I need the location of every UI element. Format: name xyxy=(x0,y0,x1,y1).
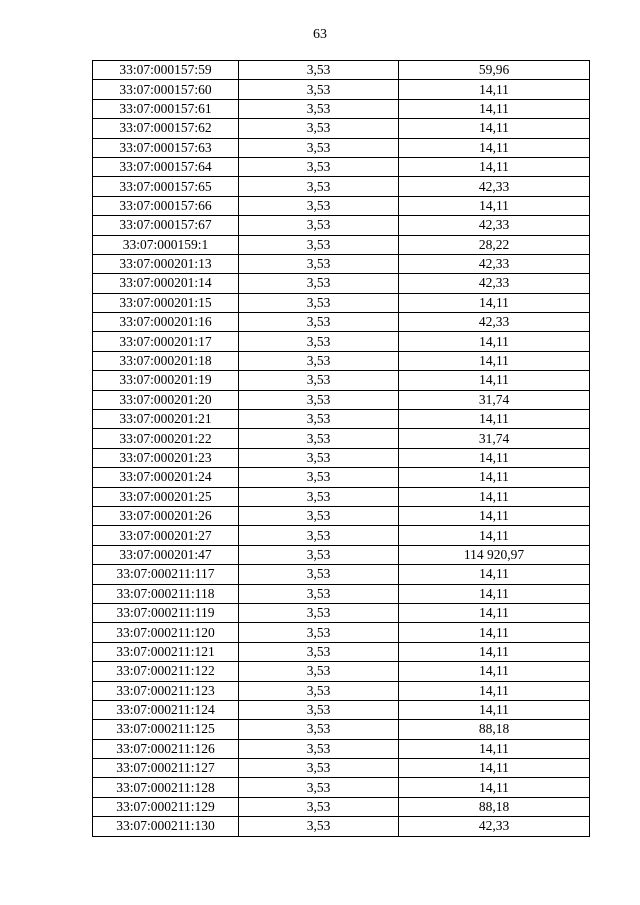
cadastral-number-cell: 33:07:000157:66 xyxy=(93,196,239,215)
rate-cell: 3,53 xyxy=(239,739,399,758)
amount-cell: 14,11 xyxy=(399,119,590,138)
amount-cell: 14,11 xyxy=(399,468,590,487)
table-row xyxy=(93,584,590,603)
rate-cell: 3,53 xyxy=(239,565,399,584)
cadastral-number-cell: 33:07:000211:129 xyxy=(93,797,239,816)
amount-cell: 14,11 xyxy=(399,157,590,176)
cadastral-number-cell: 33:07:000157:65 xyxy=(93,177,239,196)
cadastral-number-cell: 33:07:000211:122 xyxy=(93,662,239,681)
rate-cell: 3,53 xyxy=(239,681,399,700)
table-row xyxy=(93,254,590,273)
cadastral-number-cell: 33:07:000201:26 xyxy=(93,506,239,525)
amount-cell: 14,11 xyxy=(399,603,590,622)
cadastral-number-cell: 33:07:000201:19 xyxy=(93,371,239,390)
rate-cell: 3,53 xyxy=(239,487,399,506)
amount-cell: 14,11 xyxy=(399,138,590,157)
table-row xyxy=(93,700,590,719)
cadastral-number-cell: 33:07:000157:63 xyxy=(93,138,239,157)
amount-cell: 14,11 xyxy=(399,623,590,642)
amount-cell: 14,11 xyxy=(399,351,590,370)
table-row xyxy=(93,720,590,739)
table-row xyxy=(93,410,590,429)
cadastral-number-cell: 33:07:000201:18 xyxy=(93,351,239,370)
cadastral-number-cell: 33:07:000211:119 xyxy=(93,603,239,622)
rate-cell: 3,53 xyxy=(239,177,399,196)
table-row xyxy=(93,235,590,254)
rate-cell: 3,53 xyxy=(239,119,399,138)
cadastral-number-cell: 33:07:000157:64 xyxy=(93,157,239,176)
rate-cell: 3,53 xyxy=(239,61,399,80)
amount-cell: 14,11 xyxy=(399,371,590,390)
table-row xyxy=(93,448,590,467)
amount-cell: 14,11 xyxy=(399,584,590,603)
rate-cell: 3,53 xyxy=(239,506,399,525)
rate-cell: 3,53 xyxy=(239,603,399,622)
amount-cell: 42,33 xyxy=(399,313,590,332)
rate-cell: 3,53 xyxy=(239,662,399,681)
table-row xyxy=(93,119,590,138)
amount-cell: 42,33 xyxy=(399,817,590,836)
rate-cell: 3,53 xyxy=(239,545,399,564)
rate-cell: 3,53 xyxy=(239,390,399,409)
amount-cell: 31,74 xyxy=(399,390,590,409)
table-row xyxy=(93,99,590,118)
table-row xyxy=(93,429,590,448)
table-row xyxy=(93,662,590,681)
amount-cell: 14,11 xyxy=(399,487,590,506)
amount-cell: 42,33 xyxy=(399,274,590,293)
table-row xyxy=(93,293,590,312)
cadastral-number-cell: 33:07:000211:127 xyxy=(93,759,239,778)
cadastral-number-cell: 33:07:000201:13 xyxy=(93,254,239,273)
table-row xyxy=(93,138,590,157)
cadastral-number-cell: 33:07:000201:24 xyxy=(93,468,239,487)
cadastral-number-cell: 33:07:000201:21 xyxy=(93,410,239,429)
cadastral-number-cell: 33:07:000211:126 xyxy=(93,739,239,758)
table-row xyxy=(93,332,590,351)
cadastral-number-cell: 33:07:000201:17 xyxy=(93,332,239,351)
amount-cell: 14,11 xyxy=(399,332,590,351)
table-row xyxy=(93,545,590,564)
cadastral-number-cell: 33:07:000157:62 xyxy=(93,119,239,138)
rate-cell: 3,53 xyxy=(239,623,399,642)
amount-cell: 42,33 xyxy=(399,216,590,235)
amount-cell: 14,11 xyxy=(399,196,590,215)
rate-cell: 3,53 xyxy=(239,448,399,467)
cadastral-number-cell: 33:07:000159:1 xyxy=(93,235,239,254)
cadastral-number-cell: 33:07:000211:121 xyxy=(93,642,239,661)
cadastral-number-cell: 33:07:000211:118 xyxy=(93,584,239,603)
table-row xyxy=(93,487,590,506)
cadastral-number-cell: 33:07:000201:27 xyxy=(93,526,239,545)
rate-cell: 3,53 xyxy=(239,351,399,370)
amount-cell: 14,11 xyxy=(399,642,590,661)
table-row xyxy=(93,526,590,545)
table-row xyxy=(93,351,590,370)
cadastral-number-cell: 33:07:000201:25 xyxy=(93,487,239,506)
cadastral-number-cell: 33:07:000201:22 xyxy=(93,429,239,448)
rate-cell: 3,53 xyxy=(239,429,399,448)
amount-cell: 14,11 xyxy=(399,99,590,118)
cadastral-number-cell: 33:07:000211:128 xyxy=(93,778,239,797)
amount-cell: 14,11 xyxy=(399,739,590,758)
rate-cell: 3,53 xyxy=(239,313,399,332)
cadastral-number-cell: 33:07:000201:47 xyxy=(93,545,239,564)
table-row xyxy=(93,371,590,390)
rate-cell: 3,53 xyxy=(239,274,399,293)
amount-cell: 42,33 xyxy=(399,254,590,273)
amount-cell: 14,11 xyxy=(399,506,590,525)
cadastral-number-cell: 33:07:000211:125 xyxy=(93,720,239,739)
cadastral-number-cell: 33:07:000201:14 xyxy=(93,274,239,293)
table-row xyxy=(93,817,590,836)
table-row xyxy=(93,313,590,332)
rate-cell: 3,53 xyxy=(239,410,399,429)
cadastral-number-cell: 33:07:000201:20 xyxy=(93,390,239,409)
cadastral-number-cell: 33:07:000201:23 xyxy=(93,448,239,467)
rate-cell: 3,53 xyxy=(239,371,399,390)
rate-cell: 3,53 xyxy=(239,196,399,215)
table-row xyxy=(93,80,590,99)
table-row xyxy=(93,681,590,700)
rate-cell: 3,53 xyxy=(239,759,399,778)
rate-cell: 3,53 xyxy=(239,80,399,99)
page-number: 63 xyxy=(313,27,327,42)
amount-cell: 14,11 xyxy=(399,662,590,681)
rate-cell: 3,53 xyxy=(239,293,399,312)
amount-cell: 14,11 xyxy=(399,80,590,99)
amount-cell: 14,11 xyxy=(399,778,590,797)
rate-cell: 3,53 xyxy=(239,468,399,487)
cadastral-number-cell: 33:07:000157:60 xyxy=(93,80,239,99)
cadastral-number-cell: 33:07:000157:67 xyxy=(93,216,239,235)
amount-cell: 88,18 xyxy=(399,797,590,816)
table-row xyxy=(93,642,590,661)
table-row xyxy=(93,390,590,409)
table-row xyxy=(93,196,590,215)
table-row xyxy=(93,778,590,797)
data-table xyxy=(92,60,590,837)
amount-cell: 14,11 xyxy=(399,526,590,545)
table-row xyxy=(93,759,590,778)
cadastral-number-cell: 33:07:000201:15 xyxy=(93,293,239,312)
cadastral-number-cell: 33:07:000157:61 xyxy=(93,99,239,118)
table-row xyxy=(93,623,590,642)
amount-cell: 14,11 xyxy=(399,410,590,429)
cadastral-number-cell: 33:07:000157:59 xyxy=(93,61,239,80)
rate-cell: 3,53 xyxy=(239,817,399,836)
table-row xyxy=(93,157,590,176)
cadastral-number-cell: 33:07:000201:16 xyxy=(93,313,239,332)
amount-cell: 14,11 xyxy=(399,448,590,467)
table-row xyxy=(93,506,590,525)
amount-cell: 114 920,97 xyxy=(399,545,590,564)
amount-cell: 14,11 xyxy=(399,681,590,700)
table-row xyxy=(93,61,590,80)
amount-cell: 59,96 xyxy=(399,61,590,80)
rate-cell: 3,53 xyxy=(239,99,399,118)
table-row xyxy=(93,603,590,622)
cadastral-number-cell: 33:07:000211:124 xyxy=(93,700,239,719)
table-row xyxy=(93,177,590,196)
rate-cell: 3,53 xyxy=(239,778,399,797)
cadastral-number-cell: 33:07:000211:123 xyxy=(93,681,239,700)
amount-cell: 42,33 xyxy=(399,177,590,196)
table-row xyxy=(93,468,590,487)
rate-cell: 3,53 xyxy=(239,332,399,351)
cadastral-number-cell: 33:07:000211:117 xyxy=(93,565,239,584)
rate-cell: 3,53 xyxy=(239,584,399,603)
amount-cell: 14,11 xyxy=(399,700,590,719)
rate-cell: 3,53 xyxy=(239,216,399,235)
rate-cell: 3,53 xyxy=(239,797,399,816)
amount-cell: 28,22 xyxy=(399,235,590,254)
rate-cell: 3,53 xyxy=(239,700,399,719)
rate-cell: 3,53 xyxy=(239,254,399,273)
rate-cell: 3,53 xyxy=(239,138,399,157)
table-row xyxy=(93,274,590,293)
table-row xyxy=(93,797,590,816)
amount-cell: 14,11 xyxy=(399,293,590,312)
table-body xyxy=(93,61,590,837)
rate-cell: 3,53 xyxy=(239,157,399,176)
rate-cell: 3,53 xyxy=(239,526,399,545)
cadastral-number-cell: 33:07:000211:120 xyxy=(93,623,239,642)
rate-cell: 3,53 xyxy=(239,235,399,254)
table-row xyxy=(93,216,590,235)
amount-cell: 14,11 xyxy=(399,759,590,778)
rate-cell: 3,53 xyxy=(239,642,399,661)
amount-cell: 88,18 xyxy=(399,720,590,739)
cadastral-number-cell: 33:07:000211:130 xyxy=(93,817,239,836)
amount-cell: 14,11 xyxy=(399,565,590,584)
table-row xyxy=(93,565,590,584)
table-row xyxy=(93,739,590,758)
rate-cell: 3,53 xyxy=(239,720,399,739)
amount-cell: 31,74 xyxy=(399,429,590,448)
